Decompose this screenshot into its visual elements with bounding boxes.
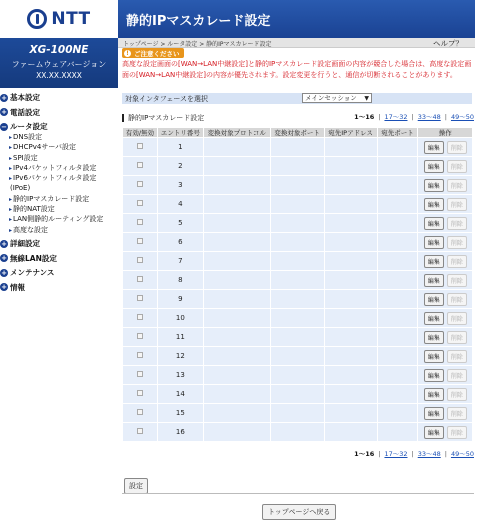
sidebar-item-static-masquerade[interactable]: ▸ 静的IPマスカレード設定 [0, 194, 118, 204]
enable-checkbox[interactable] [137, 409, 143, 415]
dest-ip-cell [324, 366, 377, 385]
table-row [123, 233, 473, 252]
delete-button[interactable]: 削除 [447, 312, 467, 325]
pager-current: 1〜16 [354, 113, 375, 121]
actions-cell [418, 309, 473, 328]
pager-link-17-32[interactable]: 17〜32 [384, 113, 408, 121]
port-cell [270, 271, 324, 290]
port-cell [270, 290, 324, 309]
sidebar-item-ipv4-filter[interactable]: ▸ IPv4パケットフィルタ設定 [0, 163, 118, 173]
enable-checkbox[interactable] [137, 390, 143, 396]
edit-button[interactable]: 編集 [424, 331, 444, 344]
enable-checkbox[interactable] [137, 143, 143, 149]
column-header: 有効/無効 [123, 128, 158, 138]
port-cell [270, 195, 324, 214]
column-header: 操作 [418, 128, 473, 138]
sidebar-item-info[interactable]: + 情報 [1, 282, 25, 292]
enable-checkbox-cell [123, 252, 158, 271]
dest-port-cell [377, 195, 418, 214]
enable-checkbox-cell [123, 423, 158, 442]
enable-checkbox-cell [123, 309, 158, 328]
setting-button[interactable]: 設定 [124, 478, 148, 494]
dest-port-cell [377, 328, 418, 347]
delete-button[interactable]: 削除 [447, 331, 467, 344]
enable-checkbox[interactable] [137, 181, 143, 187]
enable-checkbox-cell [123, 366, 158, 385]
entry-number: 12 [157, 347, 203, 366]
edit-button[interactable]: 編集 [424, 198, 444, 211]
actions-cell [418, 328, 473, 347]
entry-number: 14 [157, 385, 203, 404]
port-cell [270, 252, 324, 271]
enable-checkbox[interactable] [137, 276, 143, 282]
sidebar-item-detail[interactable]: + 詳細設定 [1, 239, 40, 249]
sidebar-item-maintenance[interactable]: + メンテナンス [1, 268, 55, 278]
table-row [123, 366, 473, 385]
table-row [123, 252, 473, 271]
enable-checkbox[interactable] [137, 295, 143, 301]
sidebar-item-wireless[interactable]: + 無線LAN設定 [1, 253, 57, 263]
protocol-cell [203, 233, 270, 252]
enable-checkbox-cell [123, 138, 158, 157]
enable-checkbox-cell [123, 157, 158, 176]
edit-button[interactable]: 編集 [424, 350, 444, 363]
dest-port-cell [377, 290, 418, 309]
dest-ip-cell [324, 385, 377, 404]
port-cell [270, 214, 324, 233]
table-row [123, 309, 473, 328]
expand-icon: + [1, 268, 7, 277]
entry-number: 4 [157, 195, 203, 214]
interface-row [122, 93, 472, 104]
delete-button[interactable]: 削除 [447, 274, 467, 287]
table-row [123, 423, 473, 442]
edit-button[interactable]: 編集 [424, 160, 444, 173]
entry-number: 11 [157, 328, 203, 347]
notice-text: 高度な設定画面の[WAN→LAN中継設定]と静的IPマスカレード設定画面の内容が競合した場合は、高度な設定画面の[WAN→LAN中継設定]の内容が優先されます。設定変更を行うと、通信が切断されることがあります。 [122, 60, 472, 79]
enable-checkbox[interactable] [137, 371, 143, 377]
interface-select[interactable]: メインセッション ▼ [302, 93, 372, 103]
protocol-cell [203, 423, 270, 442]
delete-button[interactable]: 削除 [447, 369, 467, 382]
port-cell [270, 157, 324, 176]
breadcrumb-bar [118, 38, 475, 48]
pager-link-49-50[interactable]: 49〜50 [450, 113, 474, 121]
delete-button[interactable]: 削除 [447, 407, 467, 420]
logo-text: NTT [51, 9, 91, 29]
port-cell [270, 309, 324, 328]
dest-port-cell [377, 214, 418, 233]
port-cell [270, 404, 324, 423]
dest-ip-cell [324, 309, 377, 328]
back-to-top-button[interactable]: トップページへ戻る [262, 504, 336, 520]
expand-icon: + [1, 283, 7, 292]
delete-button[interactable]: 削除 [447, 236, 467, 249]
dest-port-cell [377, 252, 418, 271]
edit-button[interactable]: 編集 [424, 407, 444, 420]
enable-checkbox[interactable] [137, 257, 143, 263]
column-header: エントリ番号 [157, 128, 203, 138]
actions-cell [418, 385, 473, 404]
port-cell [270, 138, 324, 157]
protocol-cell [203, 385, 270, 404]
dest-ip-cell [324, 290, 377, 309]
protocol-cell [203, 176, 270, 195]
edit-button[interactable]: 編集 [424, 141, 444, 154]
delete-button[interactable]: 削除 [447, 198, 467, 211]
actions-cell [418, 423, 473, 442]
dest-port-cell [377, 309, 418, 328]
dest-ip-cell [324, 328, 377, 347]
entry-number: 1 [157, 138, 203, 157]
entry-number: 5 [157, 214, 203, 233]
table-row [123, 138, 473, 157]
delete-button[interactable]: 削除 [447, 255, 467, 268]
table-row [123, 157, 473, 176]
actions-cell [418, 347, 473, 366]
table-row [123, 347, 473, 366]
expand-icon: + [1, 239, 7, 248]
firmware-version: XX.XX.XXXX [36, 71, 82, 80]
protocol-cell [203, 309, 270, 328]
edit-button[interactable]: 編集 [424, 369, 444, 382]
table-row [123, 328, 473, 347]
expand-icon: + [1, 108, 7, 116]
warning-icon: ! [124, 50, 131, 57]
edit-button[interactable]: 編集 [424, 426, 444, 439]
protocol-cell [203, 195, 270, 214]
actions-cell [418, 404, 473, 423]
sidebar-item-ipv6-filter[interactable]: ▸ IPv6パケットフィルタ設定 [0, 173, 118, 183]
actions-cell [418, 233, 473, 252]
enable-checkbox-cell [123, 176, 158, 195]
dest-port-cell [377, 176, 418, 195]
sidebar-nav [0, 92, 118, 293]
expand-icon: + [1, 254, 7, 263]
column-header: 宛先IPアドレス [324, 128, 377, 138]
actions-cell [418, 252, 473, 271]
table-row [123, 404, 473, 423]
sidebar-item-router[interactable]: − ルータ設定 [1, 122, 48, 131]
actions-cell [418, 271, 473, 290]
sidebar-item-static-nat[interactable]: ▸ 静的NAT設定 [0, 204, 118, 214]
delete-button[interactable]: 削除 [447, 388, 467, 401]
interface-label: 対象インタフェースを選択 [125, 95, 209, 103]
delete-button[interactable]: 削除 [447, 179, 467, 192]
port-cell [270, 328, 324, 347]
sidebar-item-advanced[interactable]: ▸ 高度な設定 [0, 225, 118, 235]
delete-button[interactable]: 削除 [447, 426, 467, 439]
enable-checkbox-cell [123, 214, 158, 233]
dest-ip-cell [324, 157, 377, 176]
dest-ip-cell [324, 404, 377, 423]
dest-ip-cell [324, 176, 377, 195]
table-row [123, 176, 473, 195]
ntt-logo [0, 0, 118, 38]
dest-ip-cell [324, 195, 377, 214]
column-header: 変換対象ポート [270, 128, 324, 138]
column-header: 変換対象プロトコル [203, 128, 270, 138]
port-cell [270, 366, 324, 385]
edit-button[interactable]: 編集 [424, 274, 444, 287]
firmware-label: ファームウェアバージョン [11, 60, 107, 69]
edit-button[interactable]: 編集 [424, 236, 444, 249]
title-bar [118, 0, 475, 38]
dest-ip-cell [324, 138, 377, 157]
edit-button[interactable]: 編集 [424, 217, 444, 230]
port-cell [270, 385, 324, 404]
port-cell [270, 423, 324, 442]
table-row [123, 290, 473, 309]
edit-button[interactable]: 編集 [424, 388, 444, 401]
edit-button[interactable]: 編集 [424, 293, 444, 306]
section-title: 静的IPマスカレード設定 [122, 114, 204, 122]
edit-button[interactable]: 編集 [424, 179, 444, 192]
notice-badge: ! ご注意ください [122, 48, 184, 58]
enable-checkbox-cell [123, 347, 158, 366]
dest-port-cell [377, 385, 418, 404]
dest-ip-cell [324, 233, 377, 252]
entry-number: 10 [157, 309, 203, 328]
port-cell [270, 233, 324, 252]
model-name: XG-100NE [29, 44, 89, 56]
protocol-cell [203, 328, 270, 347]
port-cell [270, 347, 324, 366]
page-title: 静的IPマスカレード設定 [126, 14, 271, 29]
protocol-cell [203, 366, 270, 385]
edit-button[interactable]: 編集 [424, 255, 444, 268]
delete-button[interactable]: 削除 [447, 350, 467, 363]
actions-cell [418, 290, 473, 309]
delete-button[interactable]: 削除 [447, 141, 467, 154]
actions-cell [418, 157, 473, 176]
masquerade-table [122, 127, 473, 442]
actions-cell [418, 176, 473, 195]
divider [122, 493, 474, 494]
sidebar-item-lan-routing[interactable]: ▸ LAN側静的ルーティング設定 [0, 214, 118, 224]
actions-cell [418, 214, 473, 233]
dest-ip-cell [324, 214, 377, 233]
enable-checkbox-cell [123, 290, 158, 309]
port-cell [270, 176, 324, 195]
entry-number: 9 [157, 290, 203, 309]
enable-checkbox-cell [123, 328, 158, 347]
pager-link-49-50[interactable]: 49〜50 [450, 450, 474, 458]
dest-ip-cell [324, 252, 377, 271]
sidebar-item-spi[interactable]: ▸ SPI設定 [0, 153, 118, 163]
table-header-row [123, 128, 473, 138]
sidebar-item-phone[interactable]: + 電話設定 [1, 107, 40, 117]
dest-port-cell [377, 404, 418, 423]
enable-checkbox[interactable] [137, 162, 143, 168]
dest-port-cell [377, 271, 418, 290]
enable-checkbox-cell [123, 271, 158, 290]
enable-checkbox[interactable] [137, 352, 143, 358]
protocol-cell [203, 290, 270, 309]
help-link[interactable]: ヘルプ？ [433, 39, 463, 48]
actions-cell [418, 195, 473, 214]
pager-link-33-48[interactable]: 33〜48 [417, 450, 441, 458]
ntt-logo-icon [27, 9, 47, 29]
entry-number: 7 [157, 252, 203, 271]
enable-checkbox[interactable] [137, 428, 143, 434]
table-row [123, 195, 473, 214]
entry-number: 16 [157, 423, 203, 442]
delete-button[interactable]: 削除 [447, 160, 467, 173]
entry-number: 2 [157, 157, 203, 176]
entry-number: 13 [157, 366, 203, 385]
entry-number: 8 [157, 271, 203, 290]
pager-link-17-32[interactable]: 17〜32 [384, 450, 408, 458]
dest-port-cell [377, 347, 418, 366]
entry-number: 15 [157, 404, 203, 423]
dest-port-cell [377, 157, 418, 176]
protocol-cell [203, 157, 270, 176]
sidebar-item-basic[interactable]: + 基本設定 [1, 93, 40, 102]
dest-port-cell [377, 366, 418, 385]
pager-link-33-48[interactable]: 33〜48 [417, 113, 441, 121]
pager-top: 1〜16 | 17〜32 | 33〜48 | 49〜50 [354, 113, 474, 121]
enable-checkbox[interactable] [137, 333, 143, 339]
protocol-cell [203, 271, 270, 290]
dest-port-cell [377, 138, 418, 157]
device-info [0, 38, 118, 88]
enable-checkbox[interactable] [137, 200, 143, 206]
delete-button[interactable]: 削除 [447, 217, 467, 230]
pager-bottom: 1〜16 | 17〜32 | 33〜48 | 49〜50 [354, 450, 474, 458]
enable-checkbox-cell [123, 195, 158, 214]
enable-checkbox-cell [123, 233, 158, 252]
enable-checkbox[interactable] [137, 314, 143, 320]
dest-ip-cell [324, 423, 377, 442]
sidebar-item-ipv6-filter-suffix[interactable]: (IPoE) [10, 184, 31, 193]
enable-checkbox-cell [123, 404, 158, 423]
collapse-icon: − [1, 122, 7, 131]
protocol-cell [203, 404, 270, 423]
table-row [123, 271, 473, 290]
entry-number: 6 [157, 233, 203, 252]
actions-cell [418, 366, 473, 385]
protocol-cell [203, 138, 270, 157]
delete-button[interactable]: 削除 [447, 293, 467, 306]
enable-checkbox-cell [123, 385, 158, 404]
protocol-cell [203, 347, 270, 366]
table-row [123, 214, 473, 233]
actions-cell [418, 138, 473, 157]
dest-ip-cell [324, 347, 377, 366]
enable-checkbox[interactable] [137, 238, 143, 244]
expand-icon: + [1, 93, 7, 102]
dest-ip-cell [324, 271, 377, 290]
column-header: 宛先ポート [377, 128, 418, 138]
protocol-cell [203, 214, 270, 233]
table-row [123, 385, 473, 404]
sidebar-item-dns[interactable]: ▸ DNS設定 [0, 132, 118, 142]
enable-checkbox[interactable] [137, 219, 143, 225]
pager-current: 1〜16 [354, 450, 375, 458]
sidebar-item-dhcpv4[interactable]: ▸ DHCPv4サーバ設定 [0, 142, 118, 152]
breadcrumb: トップページ > ルータ設定 > 静的IPマスカレード設定 [123, 41, 272, 48]
protocol-cell [203, 252, 270, 271]
entry-number: 3 [157, 176, 203, 195]
chevron-down-icon: ▼ [364, 95, 369, 102]
dest-port-cell [377, 423, 418, 442]
edit-button[interactable]: 編集 [424, 312, 444, 325]
dest-port-cell [377, 233, 418, 252]
